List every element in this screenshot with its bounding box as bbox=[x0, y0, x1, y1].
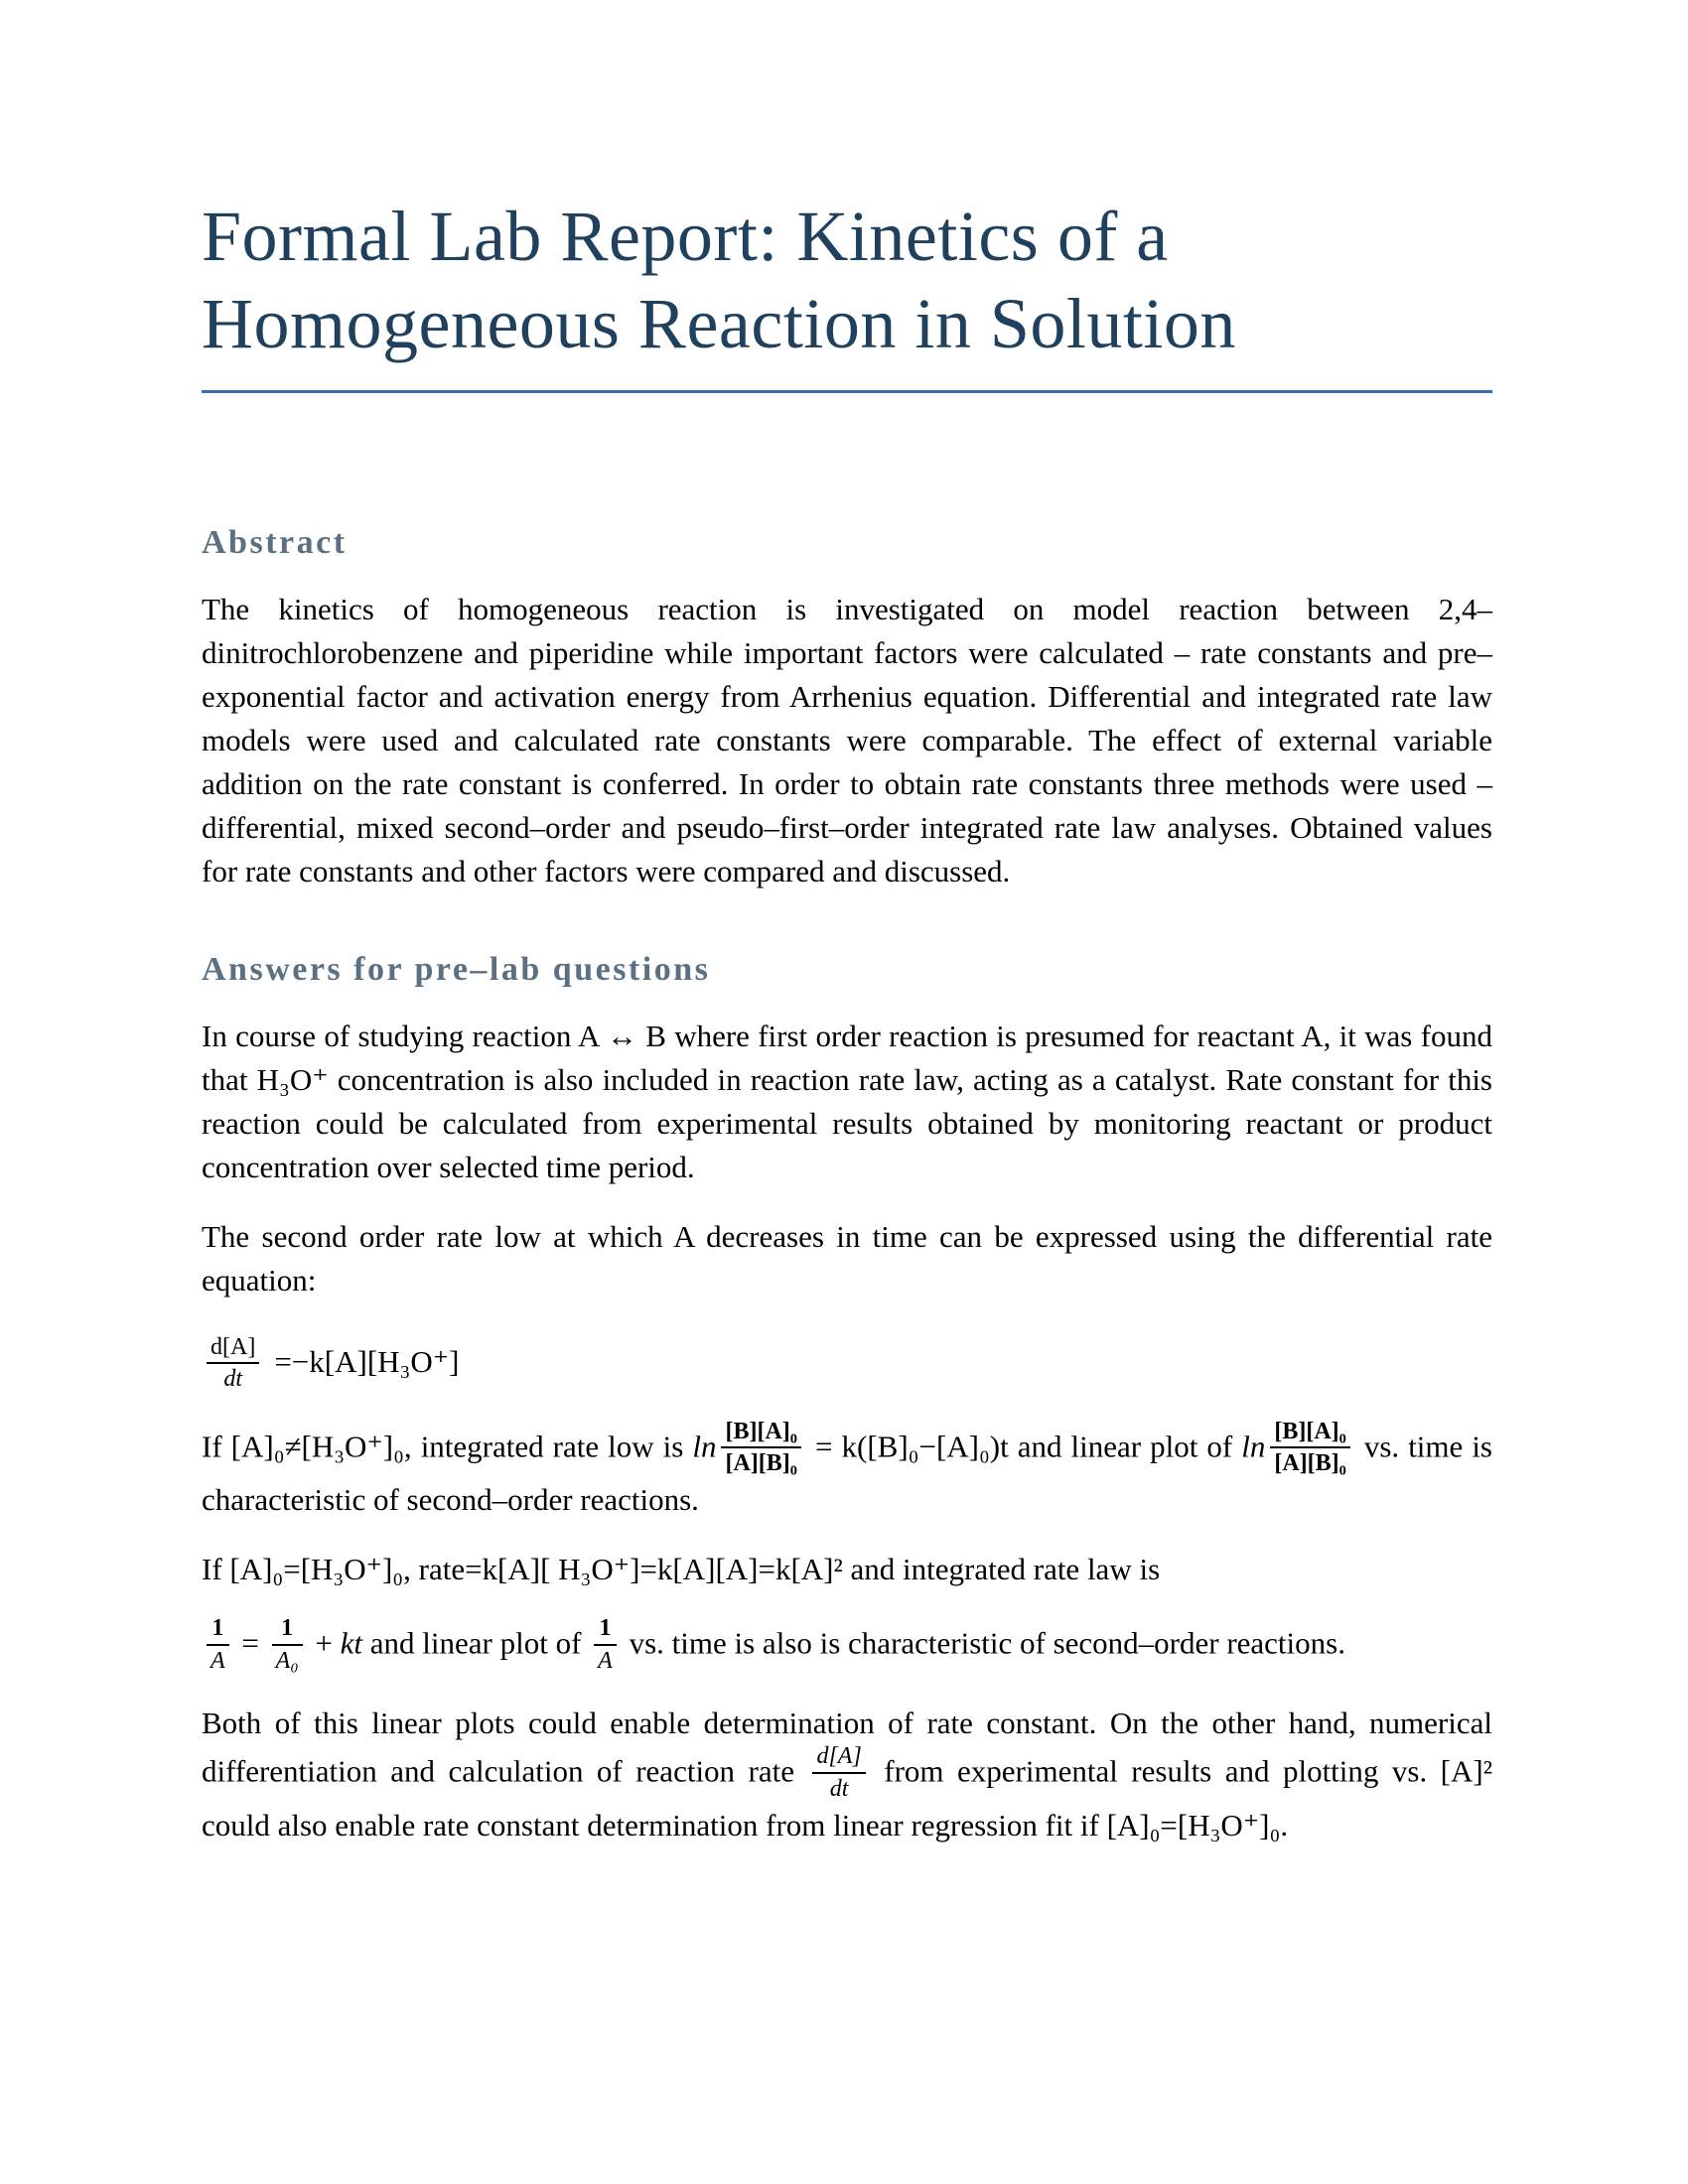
equals-sign: = bbox=[241, 1625, 259, 1661]
fraction-numerator: [B][A]₀ bbox=[1270, 1419, 1350, 1448]
paragraph-5-text-2: vs. time is also is characteristic of second–order reactions. bbox=[621, 1625, 1345, 1661]
document-title bbox=[202, 194, 1492, 368]
paragraph-3-text-3: vs. time is characteristic of second–order reactions. bbox=[202, 1429, 1492, 1518]
fraction-denominator: [A][B]₀ bbox=[1274, 1450, 1346, 1477]
ln-symbol: ln bbox=[692, 1429, 717, 1464]
fraction-denominator: [A][B]₀ bbox=[725, 1450, 797, 1477]
fraction-dA-dt bbox=[207, 1334, 259, 1393]
prelab-paragraph-5-integrated-law bbox=[202, 1617, 1492, 1676]
fraction-numerator: 1 bbox=[272, 1615, 303, 1645]
fraction-1-over-A bbox=[594, 1615, 617, 1674]
fraction-numerator: d[A] bbox=[207, 1334, 259, 1364]
title-rule bbox=[202, 390, 1492, 393]
prelab-paragraph-2: The second order rate low at which A decreases in time can be expressed using the differential rate equation: bbox=[202, 1218, 1492, 1297]
fraction-denominator: A bbox=[598, 1647, 613, 1674]
equation-rhs: =−k[A][H₃O⁺] bbox=[274, 1344, 460, 1380]
abstract-paragraph: The kinetics of homogeneous reaction is investigated on model reaction between 2,4–dinitrochlorobenzene and piperidine while important factors were calculated – rate constants and pre–exponential factor and activation energy from Arrhenius equation. Differential and integrated rate law models were used and calculated rate constants were comparable. The effect of external variable addition on the rate constant is conferred. In order to obtain rate constants three methods were used – differential, mixed second–order and pseudo–first–order integrated rate law analyses. Obtained values for rate constants and other factors were compared and discussed. bbox=[202, 591, 1492, 888]
paragraph-3-text-1: If [A]₀≠[H₃O⁺]₀, integrated rate low is bbox=[202, 1429, 693, 1464]
fraction-denominator: dt bbox=[223, 1366, 242, 1393]
fraction-dA-dt bbox=[812, 1743, 865, 1802]
prelab-paragraph-1: In course of studying reaction A ↔ B where first order reaction is presumed for reactant A, it was found that H₃O⁺ concentration is also included in reaction rate law, acting as a catalyst. Rate constant for this reaction could be calculated from experimental results obtained by monitoring reactant or product concentration over selected time period. bbox=[202, 1018, 1492, 1184]
kt-term: kt bbox=[340, 1625, 363, 1661]
ln-symbol: ln bbox=[1241, 1429, 1266, 1464]
fraction-1-over-A bbox=[207, 1615, 229, 1674]
heading-abstract: Abstract bbox=[202, 523, 348, 561]
paragraph-5-text-1: and linear plot of bbox=[362, 1625, 590, 1661]
paragraph-3-text-2: = k([B]₀−[A]₀)t and linear plot of bbox=[805, 1429, 1242, 1464]
fraction-denominator: dt bbox=[829, 1775, 849, 1802]
fraction-denominator: A₀ bbox=[275, 1647, 299, 1674]
document-title-line-1: Formal Lab Report: Kinetics of a bbox=[202, 197, 1169, 276]
document-title-line-2: Homogeneous Reaction in Solution bbox=[202, 283, 1236, 363]
heading-prelab-questions: Answers for pre–lab questions bbox=[202, 950, 711, 988]
prelab-paragraph-3 bbox=[202, 1418, 1492, 1523]
fraction-1-over-A0 bbox=[272, 1615, 303, 1674]
fraction-numerator: 1 bbox=[594, 1615, 617, 1645]
plus-sign: + bbox=[315, 1625, 333, 1661]
fraction-BA0-AB0 bbox=[1270, 1419, 1350, 1477]
fraction-BA0-AB0 bbox=[721, 1419, 801, 1477]
fraction-numerator: 1 bbox=[207, 1615, 229, 1645]
fraction-denominator: A bbox=[211, 1647, 225, 1674]
fraction-numerator: d[A] bbox=[812, 1743, 865, 1773]
paragraph-6-text-1: Both of this linear plots could enable determination of rate constant. On the other hand, numerical differentiation and calculation of reaction rate bbox=[202, 1706, 1492, 1789]
prelab-paragraph-6 bbox=[202, 1702, 1492, 1847]
fraction-numerator: [B][A]₀ bbox=[721, 1419, 801, 1448]
equation-differential-rate bbox=[202, 1333, 1492, 1395]
paragraph-6-text-2: from experimental results and plotting vs. [A]² could also enable rate constant determination from linear regression fit if [A]₀=[H₃O⁺]₀. bbox=[202, 1753, 1493, 1843]
prelab-paragraph-4: If [A]₀=[H₃O⁺]₀, rate=k[A][ H₃O⁺]=k[A][A]=k[A]² and integrated rate law is bbox=[202, 1552, 1161, 1587]
